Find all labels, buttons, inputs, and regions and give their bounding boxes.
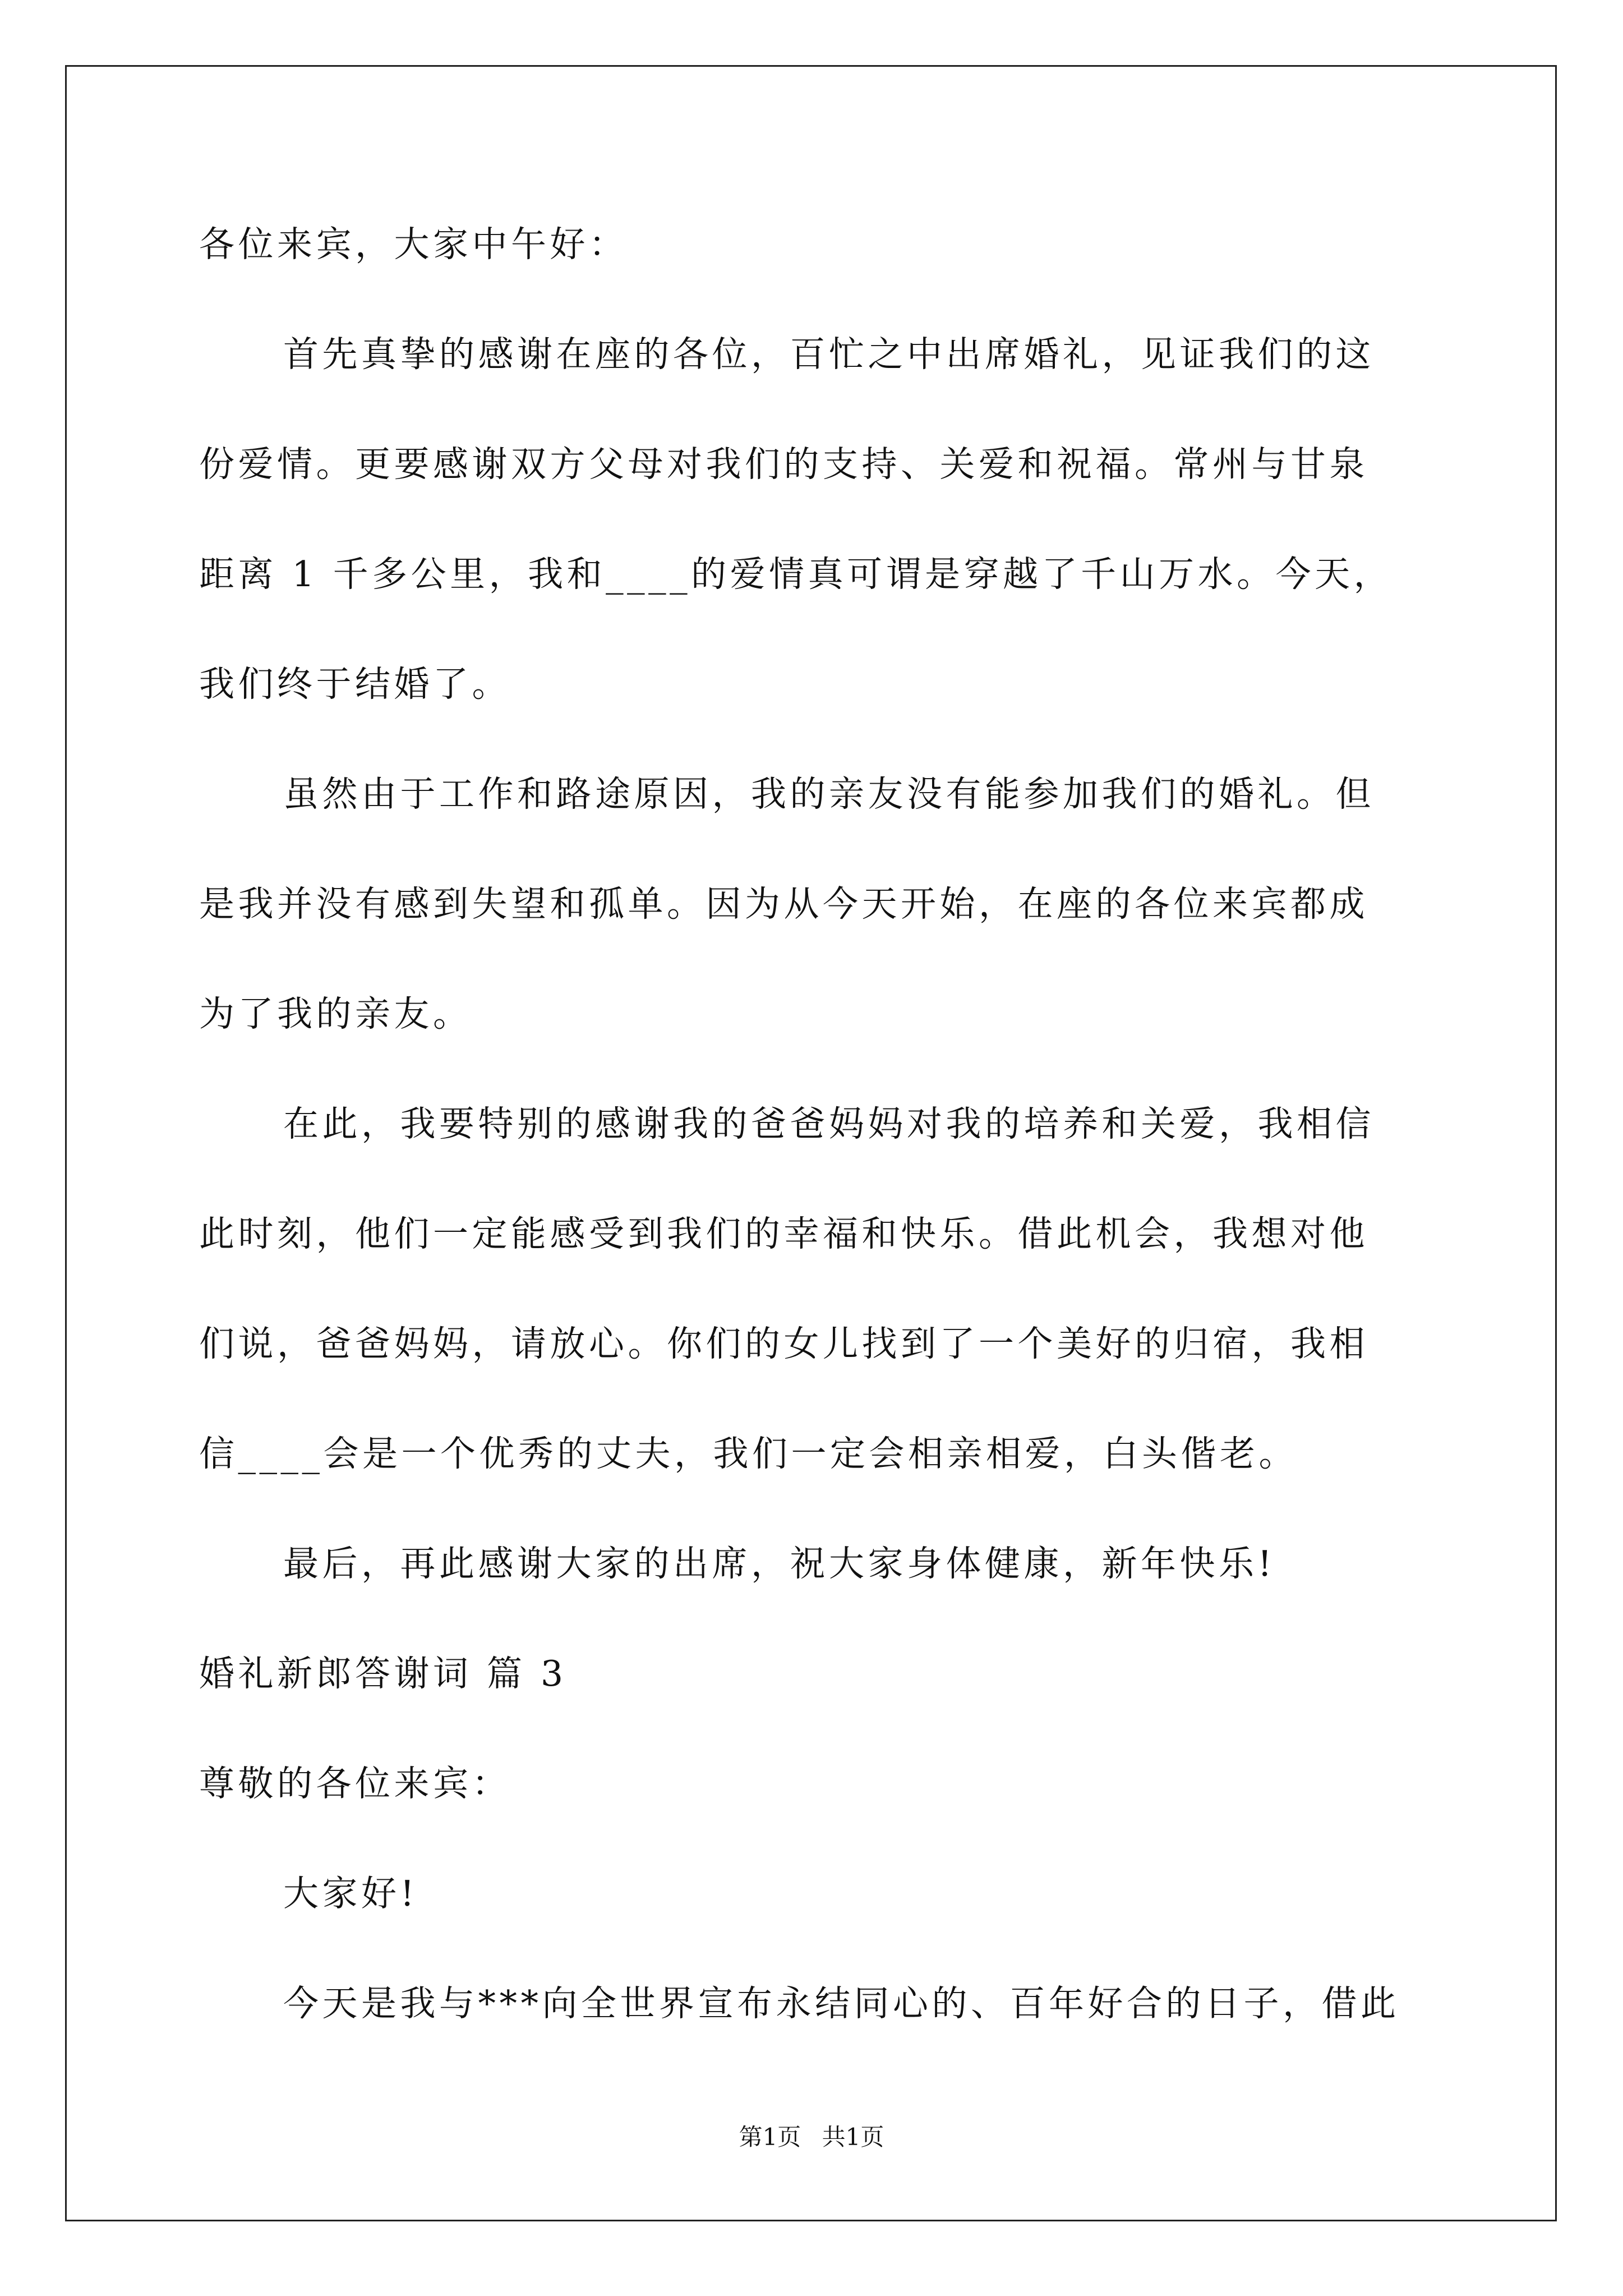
greeting-line: 各位来宾，大家中午好： <box>199 224 628 265</box>
paragraph-line: 份爱情。更要感谢双方父母对我们的支持、关爱和祝福。常州与甘泉 <box>199 444 1368 485</box>
paragraph-line: 距离 1 千多公里，我和____的爱情真可谓是穿越了千山万水。今天， <box>199 554 1393 595</box>
paragraph-line: 是我并没有感到失望和孤单。因为从今天开始，在座的各位来宾都成 <box>199 884 1368 924</box>
salutation-line: 尊敬的各位来宾： <box>199 1763 511 1804</box>
paragraph-line: 在此，我要特别的感谢我的爸爸妈妈对我的培养和关爱，我相信 <box>283 1103 1375 1144</box>
page-total: 共1页 <box>822 2123 884 2151</box>
paragraph-line: 今天是我与***向全世界宣布永结同心的、百年好合的日子，借此 <box>283 1983 1400 2024</box>
paragraph-line: 虽然由于工作和路途原因，我的亲友没有能参加我们的婚礼。但 <box>283 774 1375 815</box>
paragraph-line: 们说，爸爸妈妈，请放心。你们的女儿找到了一个美好的归宿，我相 <box>199 1323 1368 1364</box>
paragraph-line: 为了我的亲友。 <box>199 993 472 1034</box>
paragraph-line: 我们终于结婚了。 <box>199 664 511 705</box>
section-heading: 婚礼新郎答谢词 篇 3 <box>199 1653 567 1694</box>
page-number: 第1页 <box>739 2123 801 2151</box>
paragraph-line: 最后，再此感谢大家的出席，祝大家身体健康，新年快乐! <box>283 1543 1276 1584</box>
paragraph-line: 此时刻，他们一定能感受到我们的幸福和快乐。借此机会，我想对他 <box>199 1213 1368 1254</box>
page-footer <box>0 2122 1623 2153</box>
paragraph-line: 大家好! <box>283 1873 418 1914</box>
paragraph-line: 首先真挚的感谢在座的各位，百忙之中出席婚礼，见证我们的这 <box>283 334 1375 375</box>
paragraph-line: 信____会是一个优秀的丈夫，我们一定会相亲相爱，白头偕老。 <box>199 1433 1298 1474</box>
